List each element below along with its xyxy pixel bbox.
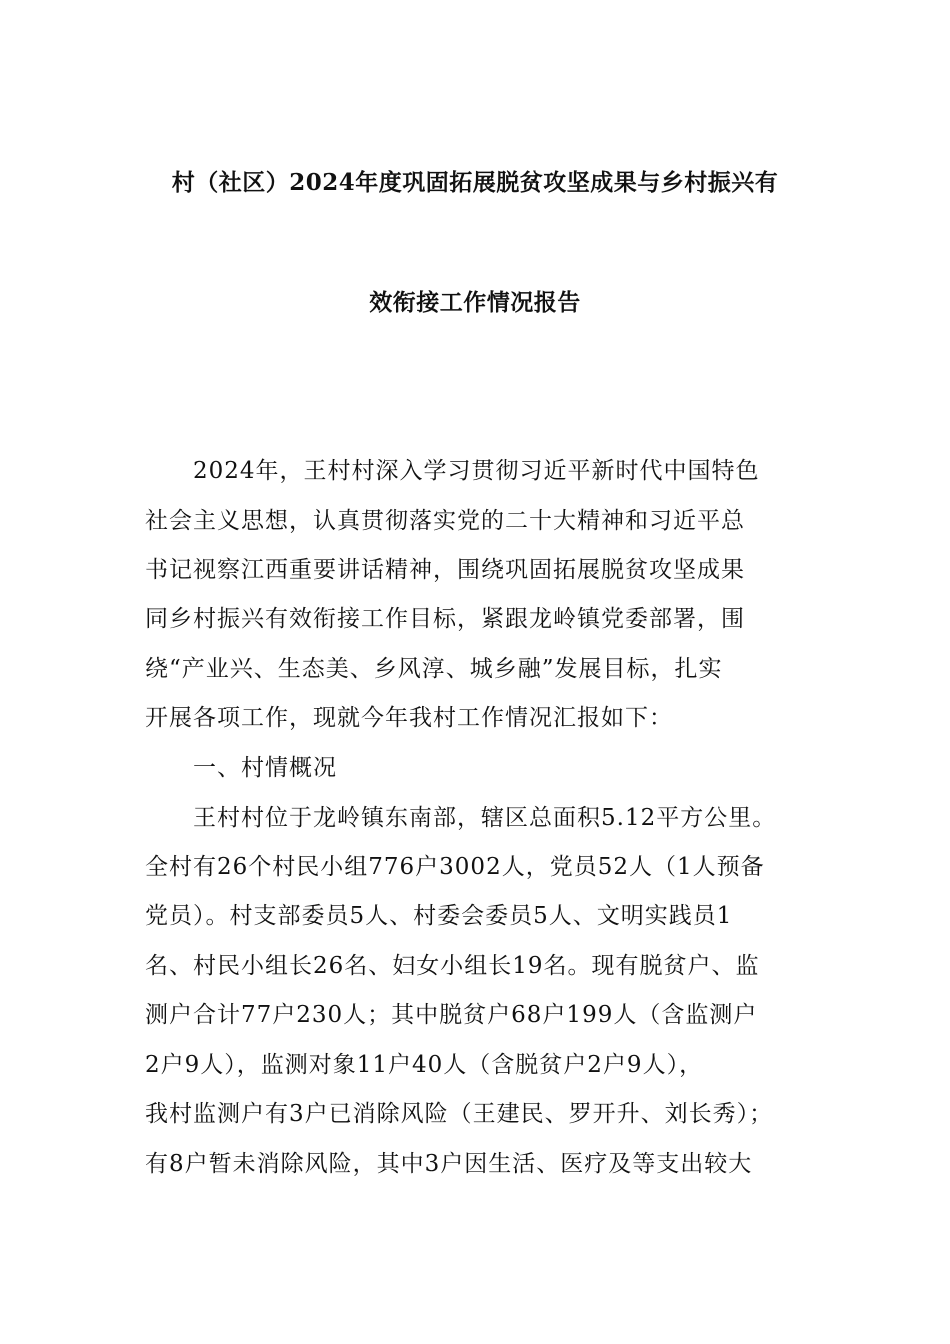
- intro-line-1: 2024年，王村村深入学习贯彻习近平新时代中国特色: [193, 458, 760, 484]
- intro-line-6: 开展各项工作，现就今年我村工作情况汇报如下：: [145, 705, 673, 731]
- intro-line-5: 绕“产业兴、生态美、乡风淳、城乡融”发展目标，扎实: [145, 656, 723, 682]
- body-line-8: 有8户暂未消除风险，其中3户因生活、医疗及等支出较大: [145, 1151, 753, 1177]
- body-line-7: 我村监测户有3户已消除风险（王建民、罗开升、刘长秀）；: [145, 1101, 774, 1127]
- body-line-5: 测户合计77户230人；其中脱贫户68户199人（含监测户: [145, 1002, 758, 1028]
- body-line-6: 2户9人），监测对象11户40人（含脱贫户2户9人），: [145, 1052, 704, 1078]
- body-line-1: 王村村位于龙岭镇东南部，辖区总面积5.12平方公里。: [193, 805, 777, 831]
- document-title-line-1: 村（社区）2024年度巩固拓展脱贫攻坚成果与乡村振兴有: [171, 169, 779, 196]
- body-line-4: 名、村民小组长26名、妇女小组长19名。现有脱贫户、监: [145, 953, 760, 979]
- body-line-2: 全村有26个村民小组776户3002人，党员52人（1人预备: [145, 854, 765, 880]
- intro-line-4: 同乡村振兴有效衔接工作目标，紧跟龙岭镇党委部署，围: [145, 606, 745, 632]
- intro-line-2: 社会主义思想，认真贯彻落实党的二十大精神和习近平总: [145, 508, 745, 534]
- intro-line-3: 书记视察江西重要讲话精神，围绕巩固拓展脱贫攻坚成果: [145, 557, 745, 583]
- document-title-line-2: 效衔接工作情况报告: [369, 289, 581, 316]
- body-line-3: 党员）。村支部委员5人、村委会委员5人、文明实践员1: [145, 903, 733, 929]
- section-heading: 一、村情概况: [193, 755, 337, 781]
